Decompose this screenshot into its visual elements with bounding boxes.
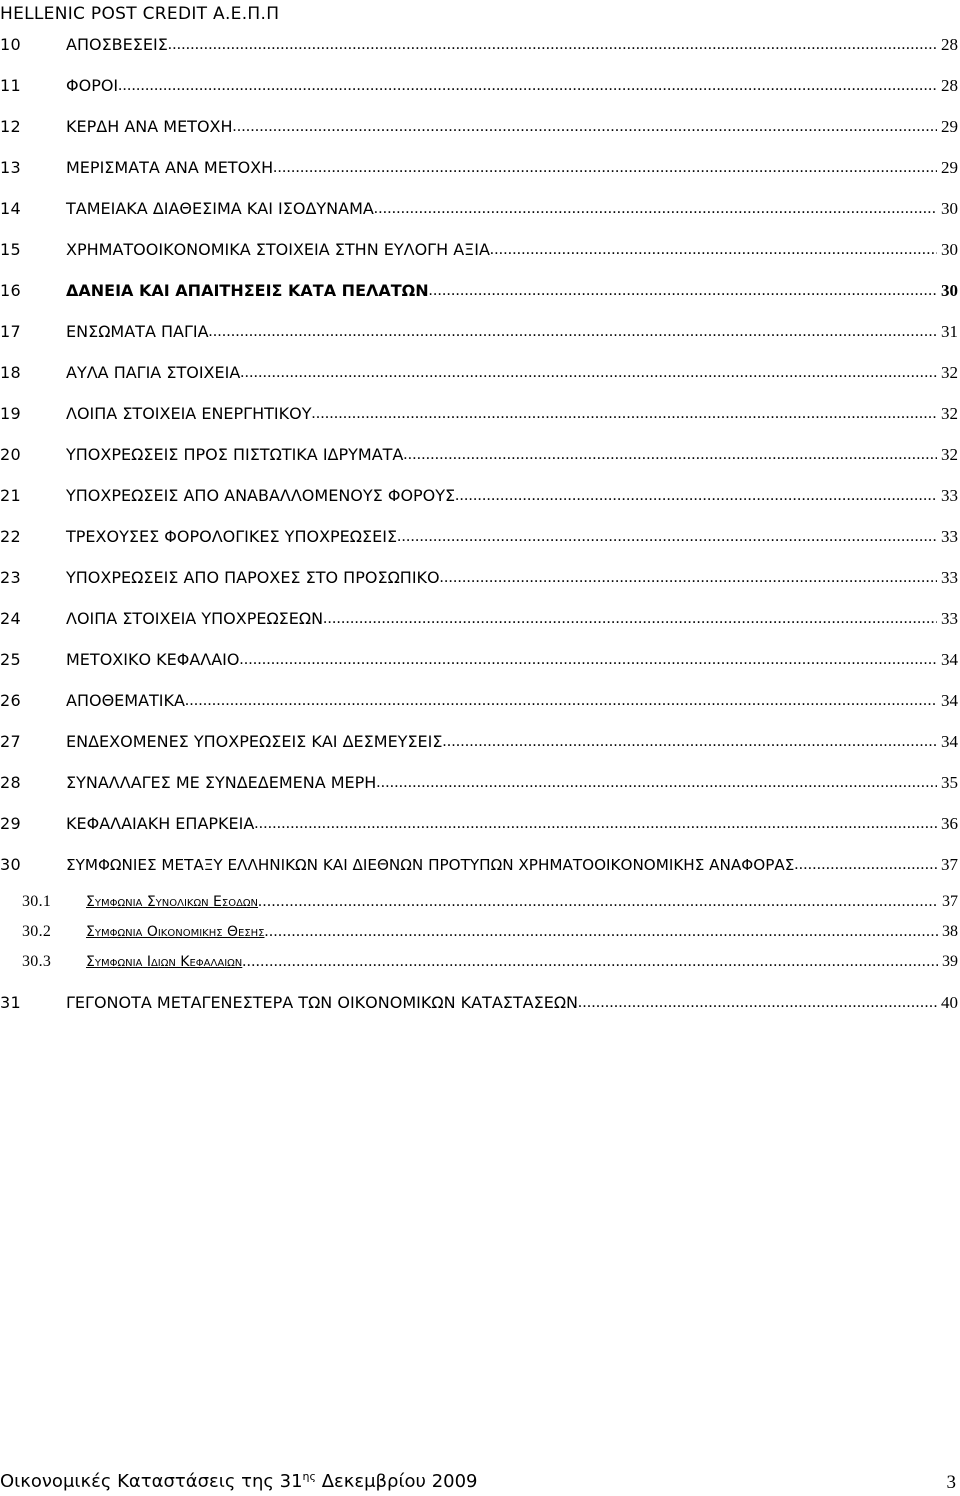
toc-entry-28[interactable]: [0, 768, 958, 794]
toc-page-number: 28: [941, 35, 958, 54]
dot-leader: [490, 239, 937, 261]
toc-number: 23: [0, 568, 21, 587]
toc-entry-29[interactable]: [0, 809, 958, 835]
toc-title: ΑΥΛΑ ΠΑΓΙΑ ΣΤΟΙΧΕΙΑ: [66, 363, 241, 382]
page-footer: [0, 1470, 958, 1492]
dot-leader: [185, 690, 937, 712]
toc-number: 26: [0, 691, 21, 710]
dot-leader: [168, 34, 937, 56]
toc-number: 12: [0, 117, 21, 136]
toc-entry-31[interactable]: [0, 988, 958, 1014]
toc-page-number: 29: [941, 158, 958, 177]
dot-leader: [118, 75, 937, 97]
toc-entry-20[interactable]: [0, 440, 958, 466]
dot-leader: [242, 951, 938, 973]
toc-entry-30-2[interactable]: [0, 917, 958, 943]
toc-title: ΓΕΓΟΝΟΤΑ ΜΕΤΑΓΕΝΕΣΤΕΡΑ ΤΩΝ ΟΙΚΟΝΟΜΙΚΩΝ ΚΑΤΑΣΤΑΣΕΩΝ: [66, 993, 579, 1012]
toc-page-number: 33: [941, 527, 958, 546]
toc-title: ΔΑΝΕΙΑ ΚΑΙ ΑΠΑΙΤΗΣΕΙΣ ΚΑΤΑ ΠΕΛΑΤΩΝ: [66, 281, 429, 300]
toc-entry-23[interactable]: [0, 563, 958, 589]
toc-number: 20: [0, 445, 21, 464]
toc-entry-15[interactable]: [0, 235, 958, 261]
toc-number: 31: [0, 993, 21, 1012]
dot-leader: [443, 731, 938, 753]
toc-title: Συμφωνια Συνολικων Εσοδων: [86, 894, 259, 910]
toc-page-number: 30: [941, 199, 958, 218]
toc-number: 18: [0, 363, 21, 382]
toc-entry-30-1[interactable]: [0, 887, 958, 913]
toc-entry-12[interactable]: [0, 112, 958, 138]
toc-number: 10: [0, 35, 21, 54]
toc-page-number: 35: [941, 773, 958, 792]
dot-leader: [311, 403, 937, 425]
toc-number: 27: [0, 732, 21, 751]
toc-title: ΛΟΙΠΑ ΣΤΟΙΧΕΙΑ ΕΝΕΡΓΗΤΙΚΟΥ: [66, 404, 312, 423]
toc-title: ΑΠΟΣΒΕΣΕΙΣ: [66, 35, 168, 54]
toc-title: ΜΕΤΟΧΙΚΟ ΚΕΦΑΛΑΙΟ: [66, 650, 240, 669]
toc-page-number: 34: [941, 650, 958, 669]
toc-entry-11[interactable]: [0, 71, 958, 97]
toc-title: ΤΑΜΕΙΑΚΑ ΔΙΑΘΕΣΙΜΑ ΚΑΙ ΙΣΟΔΥΝΑΜΑ: [66, 199, 374, 218]
dot-leader: [374, 198, 937, 220]
dot-leader: [209, 321, 937, 343]
toc-page-number: 37: [941, 855, 958, 874]
toc-number: 17: [0, 322, 21, 341]
toc-entry-19[interactable]: [0, 399, 958, 425]
toc-page-number: 31: [941, 322, 958, 341]
toc-title: ΥΠΟΧΡΕΩΣΕΙΣ ΑΠΟ ΑΝΑΒΑΛΛΟΜΕΝΟΥΣ ΦΟΡΟΥΣ: [66, 486, 456, 505]
toc-number: 25: [0, 650, 21, 669]
toc-page-number: 32: [941, 363, 958, 382]
toc-title: ΚΕΡΔΗ ΑΝΑ ΜΕΤΟΧΗ: [66, 117, 233, 136]
dot-leader: [397, 526, 937, 548]
toc-title: ΤΡΕΧΟΥΣΕΣ ΦΟΡΟΛΟΓΙΚΕΣ ΥΠΟΧΡΕΩΣΕΙΣ: [66, 527, 398, 546]
toc-entry-21[interactable]: [0, 481, 958, 507]
toc-number: 30.2: [22, 923, 52, 940]
toc-title: ΣΥΝΑΛΛΑΓΕΣ ΜΕ ΣΥΝΔΕΔΕΜΕΝΑ ΜΕΡΗ: [66, 773, 377, 792]
toc-number: 30.3: [22, 953, 52, 970]
toc-title: Συμφωνια Ιδιων Κεφαλαιων: [86, 954, 243, 970]
toc-page-number: 38: [942, 923, 958, 940]
toc-number: 21: [0, 486, 21, 505]
toc-page-number: 34: [941, 732, 958, 751]
toc-page-number: 32: [941, 404, 958, 423]
dot-leader: [578, 992, 937, 1014]
toc-title: ΕΝΣΩΜΑΤΑ ΠΑΓΙΑ: [66, 322, 209, 341]
toc-page-number: 34: [941, 691, 958, 710]
toc-page-number: 40: [941, 993, 958, 1012]
dot-leader: [233, 116, 937, 138]
footer-text: Οικονομικές Καταστάσεις της 31: [0, 1471, 303, 1492]
toc-number: 14: [0, 199, 21, 218]
toc-number: 11: [0, 76, 21, 95]
toc-entry-13[interactable]: [0, 153, 958, 179]
toc-entry-18[interactable]: [0, 358, 958, 384]
toc-number: 30: [0, 855, 21, 874]
toc-entry-22[interactable]: [0, 522, 958, 548]
dot-leader: [323, 608, 937, 630]
dot-leader: [794, 854, 937, 876]
toc-entry-25[interactable]: [0, 645, 958, 671]
footer-date-text: Δεκεμβρίου 2009: [315, 1471, 478, 1492]
toc-page-number: 36: [941, 814, 958, 833]
footer-superscript: ης: [302, 1470, 316, 1483]
toc-page-number: 33: [941, 568, 958, 587]
toc-page-number: 33: [941, 609, 958, 628]
toc-title: ΣΥΜΦΩΝΙΕΣ ΜΕΤΑΞΥ ΕΛΛΗΝΙΚΩΝ ΚΑΙ ΔΙΕΘΝΩΝ ΠΡΟΤΥΠΩΝ ΧΡΗΜΑΤΟΟΙΚΟΝΟΜΙΚΗΣ ΑΝΑΦΟΡΑΣ: [66, 856, 795, 874]
toc-entry-30-3[interactable]: [0, 947, 958, 973]
toc-entry-27[interactable]: [0, 727, 958, 753]
toc-page-number: 30: [941, 281, 958, 300]
dot-leader: [264, 921, 938, 943]
toc-number: 28: [0, 773, 21, 792]
toc-number: 16: [0, 281, 21, 300]
toc-title: ΚΕΦΑΛΑΙΑΚΗ ΕΠΑΡΚΕΙΑ: [66, 814, 255, 833]
toc-title: ΑΠΟΘΕΜΑΤΙΚΑ: [66, 691, 185, 710]
toc-entry-30[interactable]: [0, 850, 958, 876]
dot-leader: [440, 567, 937, 589]
dot-leader: [455, 485, 937, 507]
toc-entry-14[interactable]: [0, 194, 958, 220]
dot-leader: [376, 772, 937, 794]
toc-title: Συμφωνια Οικονομικης Θεσης: [86, 924, 265, 940]
dot-leader: [240, 362, 937, 384]
toc-page-number: 29: [941, 117, 958, 136]
toc-number: 15: [0, 240, 21, 259]
toc-title: ΛΟΙΠΑ ΣΤΟΙΧΕΙΑ ΥΠΟΧΡΕΩΣΕΩΝ: [66, 609, 324, 628]
toc-number: 13: [0, 158, 21, 177]
dot-leader: [254, 813, 937, 835]
toc-page-number: 37: [942, 893, 958, 910]
dot-leader: [273, 157, 937, 179]
toc-title: ΕΝΔΕΧΟΜΕΝΕΣ ΥΠΟΧΡΕΩΣΕΙΣ ΚΑΙ ΔΕΣΜΕΥΣΕΙΣ: [66, 732, 443, 751]
toc-title: ΧΡΗΜΑΤΟΟΙΚΟΝΟΜΙΚΑ ΣΤΟΙΧΕΙΑ ΣΤΗΝ ΕΥΛΟΓΗ ΑΞΙΑ: [66, 240, 490, 259]
document-header: HELLENIC POST CREDIT Α.Ε.Π.Π: [0, 4, 280, 24]
toc-entry-10[interactable]: [0, 30, 958, 56]
toc-number: 19: [0, 404, 21, 423]
toc-title: ΥΠΟΧΡΕΩΣΕΙΣ ΑΠΟ ΠΑΡΟΧΕΣ ΣΤΟ ΠΡΟΣΩΠΙΚΟ: [66, 568, 440, 587]
toc-page-number: 30: [941, 240, 958, 259]
toc-entry-17[interactable]: [0, 317, 958, 343]
toc-number: 24: [0, 609, 21, 628]
toc-title: ΥΠΟΧΡΕΩΣΕΙΣ ΠΡΟΣ ΠΙΣΤΩΤΙΚΑ ΙΔΡΥΜΑΤΑ: [66, 445, 404, 464]
toc-title: ΦΟΡΟΙ: [66, 76, 119, 95]
toc-entry-26[interactable]: [0, 686, 958, 712]
toc-number: 29: [0, 814, 21, 833]
toc-entry-16[interactable]: [0, 276, 958, 302]
toc-title: ΜΕΡΙΣΜΑΤΑ ΑΝΑ ΜΕΤΟΧΗ: [66, 158, 274, 177]
page-number: 3: [946, 1472, 956, 1493]
dot-leader: [429, 280, 937, 302]
toc-number: 30.1: [22, 893, 52, 910]
dot-leader: [258, 891, 938, 913]
toc-page-number: 39: [942, 953, 958, 970]
toc-number: 22: [0, 527, 21, 546]
toc-entry-24[interactable]: [0, 604, 958, 630]
dot-leader: [239, 649, 937, 671]
toc-page-number: 32: [941, 445, 958, 464]
dot-leader: [403, 444, 937, 466]
toc-page-number: 33: [941, 486, 958, 505]
toc-page-number: 28: [941, 76, 958, 95]
